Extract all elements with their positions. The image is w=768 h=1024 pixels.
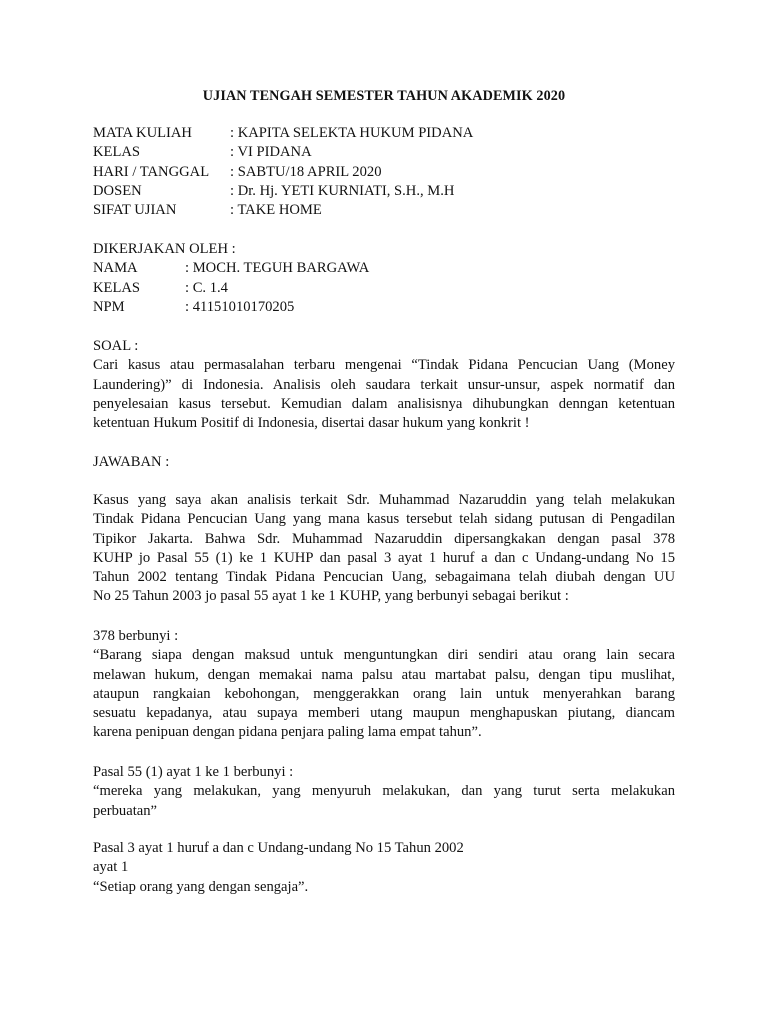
- article-378-line: ataupun rangkaian kebohongan, menggerakkan orang lain untuk menyerahkan barang: [93, 685, 675, 702]
- answer-paragraph: [93, 491, 675, 607]
- article-378-line: melawan hukum, dengan memakai nama palsu atau martabat palsu, dengan tipu muslihat,: [93, 666, 675, 683]
- article-55-section: [93, 763, 675, 821]
- question-line: ketentuan Hukum Positif di Indonesia, disertai dasar hukum yang konkrit !: [93, 415, 530, 432]
- student-value: : MOCH. TEGUH BARGAWA: [185, 260, 370, 277]
- article-55-line: perbuatan”: [93, 802, 158, 819]
- answer-line: Tindak Pidana Pencucian Uang yang mana kasus tersebut telah sidang putusan di Pengadilan: [93, 511, 675, 528]
- student-info: [93, 240, 675, 317]
- info-value: : KAPITA SELEKTA HUKUM PIDANA: [230, 125, 474, 141]
- article-378-line: sesuatu kepadanya, atau supaya memberi utang maupun menghapuskan piutang, diancam: [93, 705, 675, 722]
- info-row: [93, 124, 675, 143]
- answer-heading: JAWABAN :: [93, 454, 170, 470]
- question-heading: SOAL :: [93, 338, 139, 354]
- article-378-line: “Barang siapa dengan maksud untuk menguntungkan diri sendiri atau orang lain secara: [93, 647, 675, 664]
- article-55-line: “mereka yang melakukan, yang menyuruh melakukan, dan yang turut serta melakukan: [93, 783, 675, 800]
- document-title: UJIAN TENGAH SEMESTER TAHUN AKADEMIK 2020: [202, 88, 566, 104]
- question-line: Cari kasus atau permasalahan terbaru mengenai “Tindak Pidana Pencucian Uang (Money: [93, 357, 675, 374]
- info-label: MATA KULIAH: [93, 125, 192, 141]
- student-value: : C. 1.4: [185, 279, 228, 296]
- student-value: : 41151010170205: [185, 298, 295, 315]
- student-row: [93, 279, 675, 298]
- answer-line: Tipikor Jakarta. Bahwa Sdr. Muhammad Nazaruddin dipersangkakan dengan pasal 378: [93, 530, 675, 547]
- article-3-section: [93, 839, 675, 897]
- student-row: [93, 298, 675, 317]
- answer-heading-block: [93, 453, 675, 472]
- student-label: NPM: [93, 298, 125, 315]
- info-value: : Dr. Hj. YETI KURNIATI, S.H., M.H: [230, 182, 455, 199]
- info-value: : VI PIDANA: [230, 144, 312, 161]
- course-info: [93, 124, 675, 220]
- article-3-sub: ayat 1: [93, 859, 129, 876]
- info-value: : TAKE HOME: [230, 202, 322, 219]
- student-label: KELAS: [93, 279, 141, 296]
- answer-line: Tahun 2002 tentang Tindak Pidana Pencucian Uang, sebagaimana telah diubah dengan UU: [93, 569, 675, 586]
- question-line: penyelesaian kasus tersebut. Kemudian dalam analisisnya dihubungkan denngan ketentuan: [93, 395, 675, 412]
- article-378-heading: 378 berbunyi :: [93, 628, 179, 644]
- student-label: NAMA: [93, 260, 138, 277]
- info-label: HARI / TANGGAL: [93, 163, 210, 180]
- info-label: DOSEN: [93, 182, 142, 199]
- student-row: [93, 259, 675, 278]
- question-section: [93, 337, 675, 433]
- info-label: KELAS: [93, 144, 141, 161]
- article-3-quote: “Setiap orang yang dengan sengaja”.: [93, 878, 309, 895]
- answer-line: KUHP jo Pasal 55 (1) ke 1 KUHP dan pasal 3 ayat 1 huruf a dan c Undang-undang No 15: [93, 549, 675, 566]
- answer-line: Kasus yang saya akan analisis terkait Sdr. Muhammad Nazaruddin yang telah melakukan: [93, 492, 675, 508]
- info-label: SIFAT UJIAN: [93, 202, 177, 219]
- answer-line: No 25 Tahun 2003 jo pasal 55 ayat 1 ke 1 KUHP, yang berbunyi sebagai berikut :: [93, 588, 569, 605]
- article-55-heading: Pasal 55 (1) ayat 1 ke 1 berbunyi :: [93, 764, 294, 780]
- info-row: [93, 163, 675, 182]
- article-3-heading: Pasal 3 ayat 1 huruf a dan c Undang-undang No 15 Tahun 2002: [93, 840, 464, 856]
- article-378-line: karena penipuan dengan pidana penjara paling lama empat tahun”.: [93, 724, 482, 741]
- student-heading: DIKERJAKAN OLEH :: [93, 241, 236, 257]
- question-line: Laundering)” di Indonesia. Analisis oleh saudara terkait unsur-unsur, aspek normatif dan: [93, 376, 675, 393]
- info-row: [93, 143, 675, 162]
- info-row: [93, 201, 675, 220]
- info-value: : SABTU/18 APRIL 2020: [230, 163, 382, 180]
- article-378-section: [93, 627, 675, 743]
- info-row: [93, 182, 675, 201]
